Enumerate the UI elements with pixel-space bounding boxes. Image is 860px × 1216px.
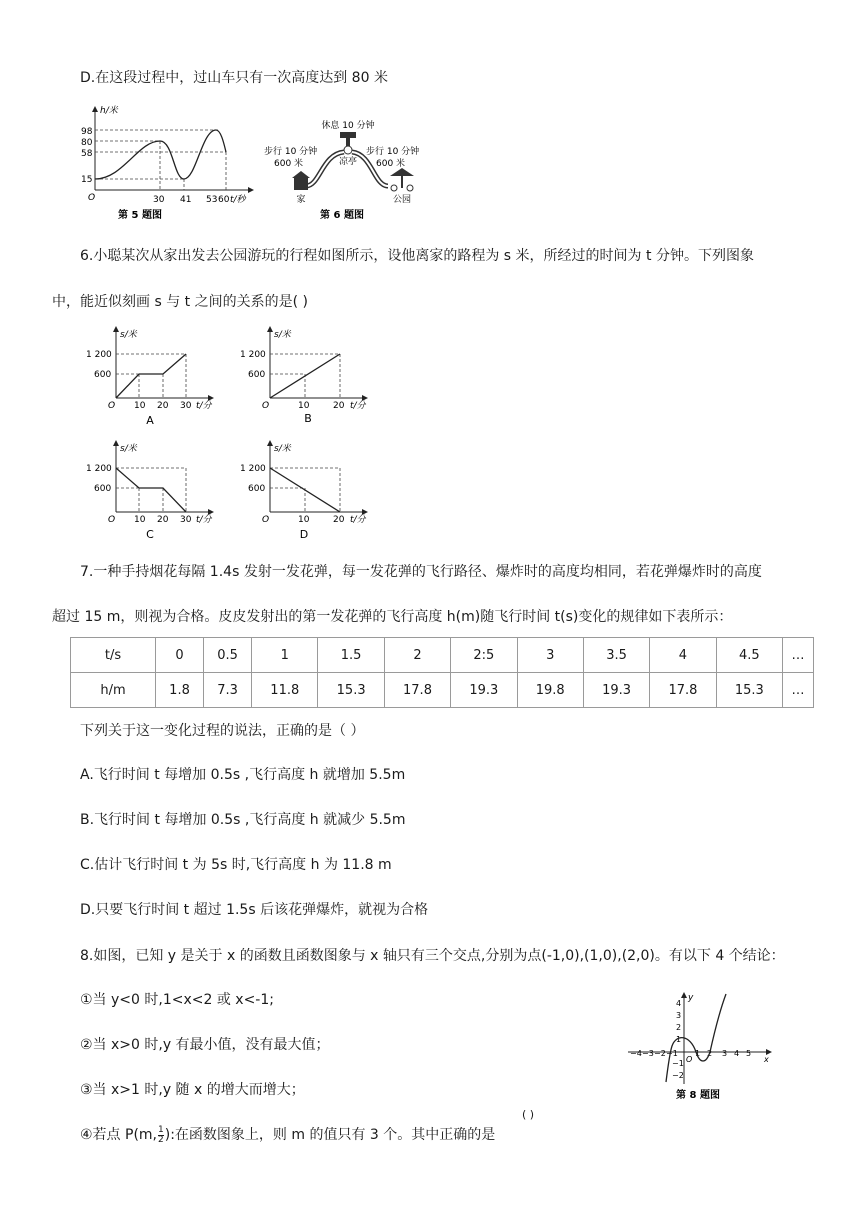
fig8-xtick: −3 (642, 1049, 654, 1058)
q7-option-c: C.估计飞行时间 t 为 5s 时,飞行高度 h 为 11.8 m (80, 857, 392, 873)
table-row (71, 673, 814, 708)
q7-data-table (70, 637, 814, 708)
table-cell: 17.8 (650, 673, 716, 708)
fig8-ytick: −2 (672, 1071, 684, 1080)
fig6-pavilion-icon (340, 132, 356, 138)
q6a-t30: 30 (180, 401, 192, 411)
q6d-ylabel: s/米 (274, 444, 291, 454)
table-cell: 1.8 (156, 673, 204, 708)
q6d-t10: 10 (298, 515, 310, 525)
fig8-ytick: 1 (676, 1035, 682, 1044)
q6-graph-b (240, 326, 370, 430)
q6c-xlabel: t/分 (196, 515, 212, 525)
table-cell: 1 (252, 638, 318, 673)
q6d-label: D (299, 528, 309, 541)
q6a-t10: 10 (134, 401, 146, 411)
fig8-xtick: 4 (734, 1049, 740, 1058)
q6a-t20: 20 (157, 401, 169, 411)
frac-numerator: 1 (158, 1124, 164, 1135)
q8-conclusion-1: ①当 y<0 时,1<x<2 或 x<-1; (80, 992, 274, 1008)
q6b-y1200: 1 200 (240, 350, 266, 360)
fraction-one-half (158, 1126, 164, 1145)
fig8-xtick: −4 (630, 1049, 642, 1058)
table-cell: 0 (156, 638, 204, 673)
fig5-origin: O (88, 193, 96, 203)
q6d-y1200: 1 200 (240, 464, 266, 474)
fig8-ytick: 3 (676, 1011, 682, 1020)
fig8-xtick: −1 (666, 1049, 678, 1058)
fig6-walk-left-dist: 600 米 (274, 159, 304, 169)
q8-stem: 8.如图，已知 y 是关于 x 的函数且函数图象与 x 轴只有三个交点,分别为点(-1,0),(1,0),(2,0)。有以下 4 个结论： (80, 948, 785, 964)
table-cell: 0.5 (204, 638, 252, 673)
fig8-xtick: −2 (654, 1049, 666, 1058)
q6c-y1200: 1 200 (86, 464, 112, 474)
q6b-y600: 600 (248, 370, 266, 380)
fig8-y-label: y (688, 993, 694, 1003)
q6a-origin: O (108, 401, 116, 411)
q6c-label: C (146, 528, 154, 541)
fig8-function-graph (624, 990, 774, 1104)
fig6-pavilion-label: 凉亭 (338, 157, 358, 167)
q6d-y600: 600 (248, 484, 266, 494)
fig5-xtick-60: 60 (218, 195, 230, 205)
table-cell: 19.8 (517, 673, 583, 708)
table-cell: … (782, 638, 813, 673)
fig8-ytick: −1 (672, 1059, 684, 1068)
q6c-t20: 20 (157, 515, 169, 525)
table-cell: 4 (650, 638, 716, 673)
fig6-home-label: 家 (296, 195, 306, 205)
q8-c4-prefix: ④若点 P(m, (80, 1127, 157, 1143)
fig5-ytick-58: 58 (81, 149, 93, 159)
q6a-line (116, 354, 186, 398)
fig5-xtick-41: 41 (180, 195, 192, 205)
table-cell: 15.3 (716, 673, 782, 708)
fig8-origin: O (686, 1055, 693, 1064)
q8-conclusion-2: ②当 x>0 时,y 有最小值，没有最大值； (80, 1037, 330, 1053)
table-row (71, 638, 814, 673)
q6b-label: B (304, 412, 312, 425)
table-cell: 3 (517, 638, 583, 673)
fig6-caption: 第 6 题图 (320, 210, 364, 221)
table-cell: h/m (71, 673, 156, 708)
q7-line1: 7.一种手持烟花每隔 1.4s 发射一发花弹，每一发花弹的飞行路径、爆炸时的高度均相同，若花弹爆炸时的高度 (80, 564, 762, 580)
table-cell: 19.3 (583, 673, 649, 708)
q6c-t30: 30 (180, 515, 192, 525)
fig8-ytick: 2 (676, 1023, 682, 1032)
fig6-park-label: 公园 (392, 195, 412, 205)
table-cell: 1.5 (318, 638, 384, 673)
table-cell: 11.8 (252, 673, 318, 708)
q6b-t20: 20 (333, 401, 345, 411)
q6a-xlabel: t/分 (196, 401, 212, 411)
table-cell: t/s (71, 638, 156, 673)
q8-answer-blank: ( ) (522, 1108, 535, 1121)
q5-option-d: D.在这段过程中，过山车只有一次高度达到 80 米 (80, 70, 388, 86)
table-cell: 7.3 (204, 673, 252, 708)
q6-graph-c (86, 440, 216, 544)
q7-option-b: B.飞行时间 t 每增加 0.5s ,飞行高度 h 就减少 5.5m (80, 812, 406, 828)
table-cell: 15.3 (318, 673, 384, 708)
q6a-y1200: 1 200 (86, 350, 112, 360)
fig5-ytick-98: 98 (81, 127, 93, 137)
table-cell: 4.5 (716, 638, 782, 673)
fig6-walk-right: 步行 10 分钟 (366, 147, 420, 157)
fig8-xtick: 1 (695, 1049, 701, 1058)
fig5-ytick-80: 80 (81, 138, 93, 148)
q6c-origin: O (108, 515, 116, 525)
fig5-xlabel: t/秒 (230, 195, 246, 205)
fig6-road-right (352, 152, 388, 186)
table-cell: 19.3 (451, 673, 517, 708)
frac-denominator: 2 (158, 1134, 164, 1145)
q7-question: 下列关于这一变化过程的说法，正确的是（ ） (80, 723, 365, 739)
q6c-line (116, 468, 186, 512)
fig6-home-icon (294, 178, 308, 190)
fig5-curve (95, 130, 226, 179)
q6-line2: 中，能近似刻画 s 与 t 之间的关系的是( ) (52, 294, 308, 310)
table-cell: 3.5 (583, 638, 649, 673)
q6d-xlabel: t/分 (350, 515, 366, 525)
q6a-ylabel: s/米 (120, 330, 137, 340)
q6-line1: 6.小聪某次从家出发去公园游玩的行程如图所示，设他离家的路程为 s 米，所经过的时间为 t 分钟。下列图象 (80, 248, 754, 264)
fig6-walk-left: 步行 10 分钟 (264, 147, 318, 157)
q6-graph-a (86, 326, 216, 430)
q6b-xlabel: t/分 (350, 401, 366, 411)
fig5-roller-coaster-graph (78, 104, 258, 224)
q6d-t20: 20 (333, 515, 345, 525)
table-cell: … (782, 673, 813, 708)
q6c-t10: 10 (134, 515, 146, 525)
fig8-xtick: 5 (746, 1049, 752, 1058)
q6a-label: A (146, 414, 154, 427)
fig8-x-label: x (764, 1055, 769, 1064)
fig8-caption: 第 8 题图 (676, 1090, 720, 1101)
fig6-park-icon (390, 168, 414, 176)
table-cell: 2 (384, 638, 450, 673)
q6b-ylabel: s/米 (274, 330, 291, 340)
q6d-origin: O (262, 515, 270, 525)
q6c-y600: 600 (94, 484, 112, 494)
table-cell: 17.8 (384, 673, 450, 708)
fig5-xtick-53: 53 (206, 195, 218, 205)
fig8-xtick: 3 (722, 1049, 728, 1058)
q8-c4-suffix: ):在函数图象上，则 m 的值只有 3 个。其中正确的是 (164, 1127, 496, 1143)
q8-conclusion-4 (80, 1125, 495, 1145)
fig5-caption: 第 5 题图 (118, 210, 162, 221)
q6a-y600: 600 (94, 370, 112, 380)
fig5-xtick-30: 30 (153, 195, 165, 205)
table-cell: 2:5 (451, 638, 517, 673)
fig8-xtick: 2 (707, 1049, 713, 1058)
fig8-curve (666, 994, 726, 1082)
fig6-route-diagram (262, 114, 428, 224)
fig6-rest-label: 休息 10 分钟 (321, 121, 375, 131)
q7-option-d: D.只要飞行时间 t 超过 1.5s 后该花弹爆炸，就视为合格 (80, 902, 429, 918)
fig5-ylabel: h/米 (100, 106, 118, 116)
fig5-ytick-15: 15 (81, 175, 93, 185)
fig8-ytick: 4 (676, 999, 682, 1008)
q6-graph-d (240, 440, 370, 544)
q6b-t10: 10 (298, 401, 310, 411)
q7-option-a: A.飞行时间 t 每增加 0.5s ,飞行高度 h 就增加 5.5m (80, 767, 406, 783)
q6c-ylabel: s/米 (120, 444, 137, 454)
fig6-walk-right-dist: 600 米 (376, 159, 406, 169)
q6b-origin: O (262, 401, 270, 411)
q7-line2: 超过 15 m，则视为合格。皮皮发射出的第一发花弹的飞行高度 h(m)随飞行时间 t(s)变化的规律如下表所示： (52, 609, 733, 625)
q8-conclusion-3: ③当 x>1 时,y 随 x 的增大而增大； (80, 1082, 305, 1098)
